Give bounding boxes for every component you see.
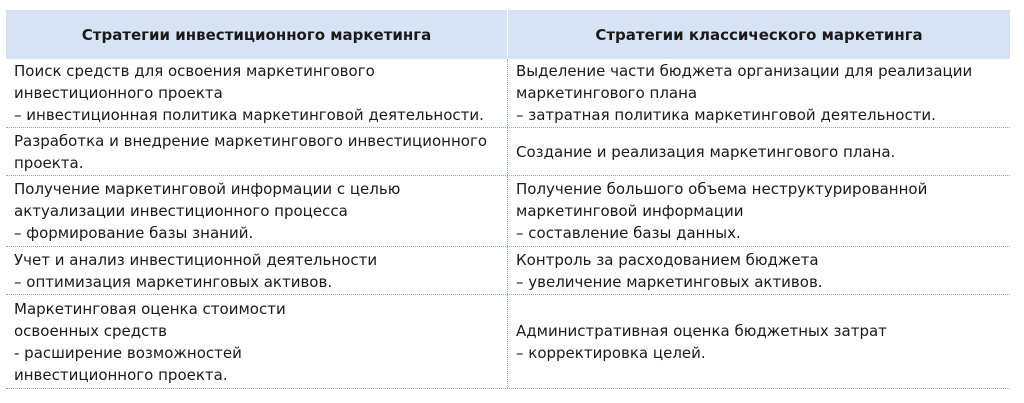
comparison-table	[6, 10, 1010, 389]
header-investment-strategies: Стратегии инвестиционного маркетинга	[6, 10, 508, 59]
table-cell-classic: Административная оценка бюджетных затрат – корректировка целей.	[516, 321, 887, 362]
header-classic-strategies: Стратегии классического маркетинга	[595, 25, 923, 44]
table-cell-investment: Разработка и внедрение маркетингового инвестиционного проекта.	[6, 128, 508, 175]
table-cell-classic: Контроль за расходованием бюджета – увеличение маркетинговых активов.	[516, 250, 823, 291]
table-row	[6, 176, 1010, 247]
table-cell-classic: Получение большого объема неструктурированной маркетинговой информации – составление базы данных.	[516, 180, 928, 242]
table-cell-investment: Учет и анализ инвестиционной деятельности – оптимизация маркетинговых активов.	[6, 247, 508, 294]
table-cell-investment: Поиск средств для освоения маркетингового инвестиционного проекта – инвестиционная политика маркетинговой деятельности.	[6, 59, 508, 127]
table-header-row	[6, 10, 1010, 59]
table-cell-investment: Получение маркетинговой информации с целью актуализации инвестиционного процесса – формирование базы знаний.	[6, 176, 508, 246]
table-row	[6, 295, 1010, 389]
table-cell-investment: Маркетинговая оценка стоимости освоенных средств - расширение возможностей инвестиционного проекта.	[6, 295, 508, 388]
table-row	[6, 128, 1010, 176]
table-cell-classic: Выделение части бюджета организации для реализации маркетингового плана – затратная политика маркетинговой деятельности.	[516, 62, 973, 124]
table-cell-classic: Создание и реализация маркетингового плана.	[516, 142, 896, 161]
table-row	[6, 59, 1010, 128]
table-row	[6, 247, 1010, 295]
